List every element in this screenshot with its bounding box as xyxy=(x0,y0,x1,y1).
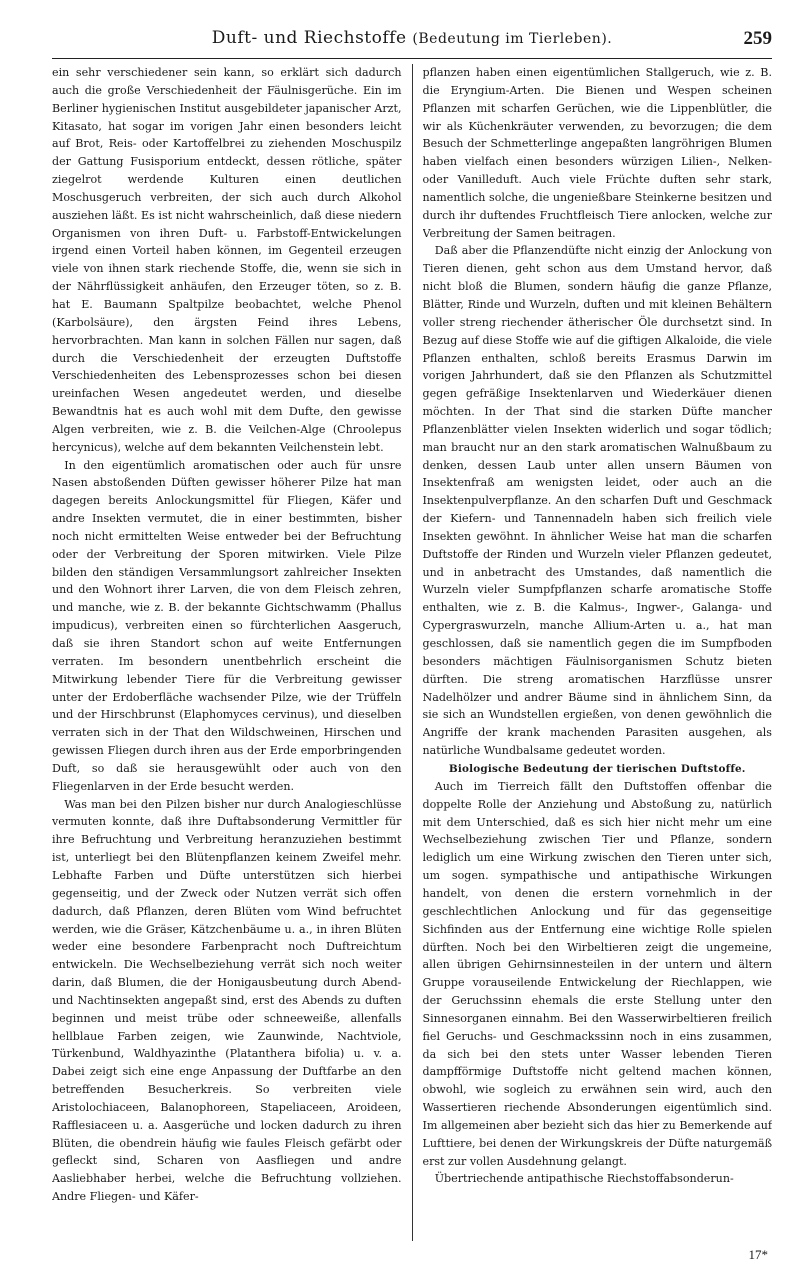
running-title xyxy=(52,28,772,48)
paragraph: pflanzen haben einen eigentümlichen Stallgeruch, wie z. B. die Eryngium-Arten. Die Bienen und Wespen scheinen Pflanzen mit scharfen Gerüchen, wie die Lippenblütler, die wir als Küchenkräuter verwenden, zu bevorzugen; die dem Besuch der Schmetterlinge angepaßten langröhrigen Blumen haben vielfach einen besonders würzigen Lilien-, Nelken- oder Vanilleduft. Auch viele Früchte duften sehr stark, namentlich solche, die ungenießbare Steinkerne besitzen und durch ihr duftendes Fruchtfleisch Tiere anlocken, welche zur Verbreitung der Samen beitragen. xyxy=(422,66,772,240)
column-divider xyxy=(412,64,413,1241)
paragraph: Übertriechende antipathische Riechstoffabsonderun- xyxy=(434,1172,734,1186)
signature-mark: 17* xyxy=(748,1247,768,1262)
paragraph: Auch im Tierreich fällt den Duftstoffen offenbar die doppelte Rolle der Anziehung und Abstoßung zu, natürlich mit dem Unterschied, daß es sich hier nicht mehr um eine Wechselbeziehung zwischen Tier und Pflanze, sondern lediglich um eine Wirkung zwischen den Tieren unter sich, um sogen. sympathische und antipathische Wirkungen handelt, von denen die erstern vornehmlich in der geschlechtlichen Anlockung und für das gegenseitige Sichfinden aus der Entfernung eine wichtige Rolle spielen dürften. Noch bei den Wirbeltieren zeigt die ungemeine, allen übrigen Gehirnsinnesteilen in der untern und ältern Gruppe vorauseilende Entwickelung der Riechlappen, wie der Geruchssinn ehemals die erste Stellung unter den Sinnesorganen einnahm. Bei den Wasserwirbeltieren freilich fiel Geruchs- und Geschmackssinn noch in eins zusammen, da sich bei den stets unter Wasser lebenden Tieren dampfförmige Duftstoffe nicht geltend machen können, obwohl, wie sogleich zu erwähnen sein wird, auch den Wassertieren riechende Absonderungen eigentümlich sind. Im allgemeinen aber bezieht sich das hier zu Bemerkende auf Lufttiere, bei denen der Wirkungskreis der Düfte naturgemäß erst zur vollen Ausdehnung gelangt. xyxy=(422,779,772,1168)
running-header xyxy=(52,18,772,59)
right-column xyxy=(423,64,773,1241)
page xyxy=(52,18,772,1263)
section-heading: Biologische Bedeutung der tierischen Duftstoffe. xyxy=(448,762,746,775)
title-text: Duft- und Riechstoffe xyxy=(211,28,407,48)
paragraph: ein sehr verschiedener sein kann, so erklärt sich dadurch auch die große Verschiedenheit der Fäulnisgerüche. Ein im Berliner hygienischen Institut ausgebildeter japanischer Arzt, Kitasato, hat sogar im vorigen Jahr einen besonders leicht auf Brot, Reis- oder Kartoffelbrei zu ziehenden Moschuspilz der Gattung Fusisporium entdeckt, dessen rötliche, später ziegelrot werdende Kulturen einen deutlichen Moschusgeruch verbreiten, der sich auch durch Alkohol ausziehen läßt. Es ist nicht wahrscheinlich, daß diese niedern Organismen von ihren Duft- u. Farbstoff-Entwickelungen irgend einen Vorteil haben können, im Gegenteil erzeugen viele von ihnen stark riechende Stoffe, die, wenn sie sich in der Nährflüssigkeit anhäufen, den Erzeuger töten, so z. B. hat E. Baumann Spaltpilze beobachtet, welche Phenol (Karbolsäure), den ärgsten Feind ihres Lebens, hervorbrachten. Man kann in solchen Fällen nur sagen, daß durch die Verschiedenheit der erzeugten Duftstoffe Verschiedenheiten des Lebensprozesses schon bei diesen ureinfachen Wesen angedeutet werden, und dieselbe Bewandtnis hat es auch wohl mit dem Dufte, den gewisse Algen verbreiten, wie z. B. die Veilchen-Alge (Chroolepus hercynicus), welche auf dem bekannten Veilchenstein lebt. xyxy=(52,66,402,454)
left-column xyxy=(52,64,402,1241)
paragraph: Was man bei den Pilzen bisher nur durch Analogieschlüsse vermuten konnte, daß ihre Duftabsonderung Vermittler für ihre Befruchtung und Verbreitung heranzuziehen bestimmt ist, unterliegt bei den Blütenpflanzen keinem Zweifel mehr. Lebhafte Farben und Düfte unterstützen sich hierbei gegenseitig, und der Zweck oder Nutzen verrät sich offen dadurch, daß Pflanzen, deren Blüten vom Wind befruchtet werden, wie die Gräser, Kätzchenbäume u. a., in ihren Blüten weder eine besondere Farbenpracht noch Duftreichtum entwickeln. Die Wechselbeziehung verrät sich noch weiter darin, daß Blumen, die der Honigausbeutung durch Abend- und Nachtinsekten angepaßt sind, erst des Abends zu duften beginnen und meist trübe oder schneeweiße, allenfalls hellblaue Farben zeigen, wie Zaunwinde, Nachtviole, Türkenbund, Waldhyazinthe (Platanthera bifolia) u. v. a. Dabei zeigt sich eine enge Anpassung der Duftfarbe an den betreffenden Besucherkreis. So verbreiten viele Aristolochiaceen, Balanophoreen, Stapeliaceen, Aroideen, Rafflesiaceen u. a. Aasgerüche und locken dadurch zu ihren Blüten, die obendrein häufig wie faules Fleisch gefärbt oder gefleckt sind, Scharen von Aasfliegen und andre Aasliebhaber herbei, welche die Befruchtung vollziehen. Andre Fliegen- und Käfer- xyxy=(52,797,402,1204)
subtitle-text: (Bedeutung im Tierleben). xyxy=(412,31,613,47)
paragraph: Daß aber die Pflanzendüfte nicht einzig der Anlockung von Tieren dienen, geht schon aus dem Umstand hervor, daß nicht bloß die Blumen, sondern häufig die ganze Pflanze, Blätter, Rinde und Wurzeln, duften und mit kleinen Behältern voller streng riechender ätherischer Öle durchsetzt sind. In Bezug auf diese Stoffe wie auf die giftigen Alkaloide, die viele Pflanzen enthalten, schloß bereits Erasmus Darwin im vorigen Jahrhundert, daß sie den Pflanzen als Schutzmittel gegen gefräßige Insektenlarven und Wiederkäuer dienen möchten. In der That sind die starken Düfte mancher Pflanzenblätter vielen Insekten widerlich und sogar tödlich; man braucht nur an den stark aromatischen Walnußbaum zu denken, dessen Laub unter allen unsern Bäumen von Insektenfraß am wenigsten leidet, oder auch an die Insektenpulverpflanze. An den scharfen Duft und Geschmack der Kiefern- und Tannennadeln haben sich freilich viele Insekten gewöhnt. In ähnlicher Weise hat man die scharfen Duftstoffe der Rinden und Wurzeln vieler Pflanzen gedeutet, und in anbetracht des Umstandes, daß namentlich die Wurzeln vieler Sumpfpflanzen scharfe aromatische Stoffe enthalten, wie z. B. die Kalmus-, Ingwer-, Galanga- und Cypergraswurzeln, manche Allium-Arten u. a., hat man geschlossen, daß sie namentlich gegen die im Sumpfboden besonders mächtigen Fäulnisorganismen Schutz bieten dürften. Die streng aromatischen Harzflüsse unsrer Nadelhölzer und andrer Bäume sind in ähnlichem Sinn, da sie sich an Wundstellen ergießen, von denen gewöhnlich die Angriffe der krank machenden Parasiten ausgehen, als natürliche Wundbalsame gedeutet worden. xyxy=(422,244,772,758)
text-columns xyxy=(52,64,772,1241)
page-number: 259 xyxy=(743,28,772,49)
paragraph: In den eigentümlich aromatischen oder auch für unsre Nasen abstoßenden Düften gewisser höherer Pilze hat man dagegen bereits Anlockungsmittel für Fliegen, Käfer und andre Insekten vermutet, die in einer bestimmten, bisher noch nicht ermittelten Weise entweder bei der Befruchtung oder der Verbreitung der Sporen mitwirken. Viele Pilze bilden den ständigen Versammlungsort zahlreicher Insekten und den Wohnort ihrer Larven, die von dem Fleisch zehren, und manche, wie z. B. der bekannte Gichtschwamm (Phallus impudicus), verbreiten einen so fürchterlichen Aasgeruch, daß sie ihren Standort schon auf weite Entfernungen verraten. Im besondern unentbehrlich erscheint die Mitwirkung lebender Tiere für die Verbreitung gewisser unter der Erdoberfläche wachsender Pilze, wie der Trüffeln und der Hirschbrunst (Elaphomyces cervinus), und dieselben verraten sich in der That den Wildschweinen, Hirschen und gewissen Fliegen durch ihren aus der Erde emporbringenden Duft, so daß sie herausgewühlt oder auch von den Fliegenlarven in der Erde besucht werden. xyxy=(52,458,402,793)
